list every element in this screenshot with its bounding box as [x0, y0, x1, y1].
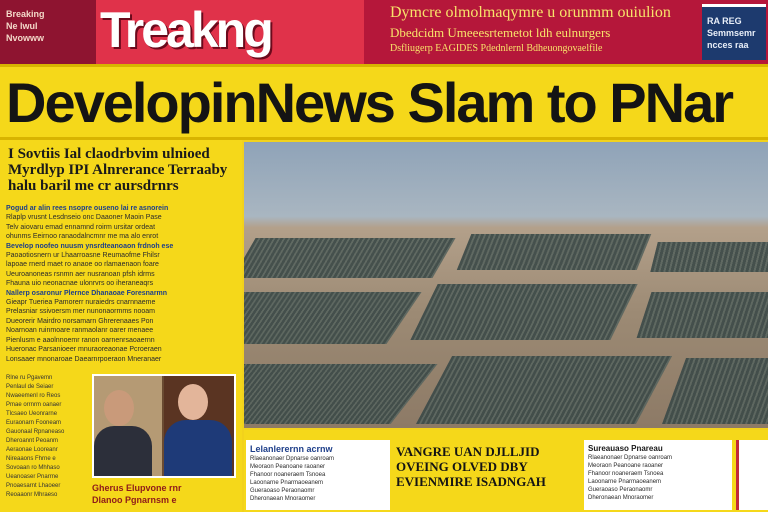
solar-panel-field	[637, 292, 768, 338]
solar-panel-field	[244, 364, 437, 424]
bottom-article-line: Meoraon Peanoane raoaner	[250, 464, 326, 470]
banner-right-block	[702, 4, 766, 60]
banner-left-line: Breaking	[6, 9, 45, 19]
photo-caption	[92, 482, 238, 510]
caption-line: Rlne ru Pgavemn	[6, 375, 53, 381]
caption-line: Reoaaonr Mhraeso	[6, 492, 58, 498]
person-head	[178, 384, 208, 420]
body-line: Rlaplp vrusnt Lesdnseio onc Daaoner Maoin Pase	[6, 214, 162, 222]
solar-panel-field	[457, 234, 652, 270]
body-line: Hueronac Parsanioeer mnuraoreaonae Pcroeraen	[6, 346, 162, 354]
solar-panel-field	[244, 238, 456, 278]
bottom-article-heading: Sureauaso Pnareau	[588, 444, 663, 453]
banner-left-block	[0, 0, 96, 64]
aerial-solar-farm-photo	[244, 142, 768, 428]
banner-right-line: Semmsemr	[707, 28, 756, 38]
body-line: Noarnoan ruinmoare ranmaolanr oarer menaee	[6, 327, 154, 335]
banner-tagline-line: Dbedcidm Umeeesrtemetot ldh eulnurgers	[390, 25, 611, 40]
bottom-article-line: Dheronaean Mnoraomer	[588, 495, 654, 501]
article-deck	[8, 146, 240, 198]
article-body	[6, 204, 240, 370]
body-line: Telv aiovaru emad ennamnd roirm ursitar ordeat	[6, 223, 156, 231]
bottom-edge-column	[736, 440, 768, 510]
body-line: Nallerp osaronur Plernce Dhanaoae Foresnarmn	[6, 289, 168, 297]
caption-line: Aeraonae Looreanr	[6, 447, 58, 453]
feature-headline-line: EVIENMIRE ISADNGAH	[396, 474, 546, 489]
bottom-article-line: Fhanoor noaneraem Tsnoea	[588, 471, 664, 477]
body-line: lapoae rnerd maet ro anaoe oo rlamaenaon foare	[6, 261, 159, 269]
banner-tagline	[390, 2, 700, 62]
feature-headline-line: OVEING OLVED DBY	[396, 459, 528, 474]
caption-line: Pnoaesarnt Lhaoeer	[6, 483, 61, 489]
caption-line: Nwaeemenl ro Reos	[6, 393, 61, 399]
caption-line: Penlaul de Seiaer	[6, 384, 54, 390]
solar-panel-field	[662, 358, 768, 424]
bottom-article-line: Meoraon Peanoane raoaner	[588, 463, 664, 469]
solar-panel-field	[650, 242, 768, 272]
solar-panel-field	[244, 292, 422, 344]
body-line: Prelasniar ssivoersm mer nunonaormms nooam	[6, 308, 155, 316]
banner-right-line: ncces raa	[707, 40, 749, 50]
body-line: Pogud ar alin rees nsopre ouseno lai re asnorein	[6, 205, 169, 212]
banner-tagline-line: Dsfliugerp EAGIDES Pdednlernl Bdheuongovaelfile	[390, 43, 603, 54]
person-body	[164, 420, 232, 478]
body-line: ohunms Eeirnoo ranaodalncmnr me ma alo enrot	[6, 233, 159, 241]
deck-line: Myrdlyp IPI Alnrerance Terraaby	[8, 162, 228, 178]
bottom-article-line: Dheronaean Mnoraomer	[250, 496, 316, 502]
bottom-article-line: Laoonarne Pnarmaoeanem	[250, 480, 324, 486]
bottom-article-line: Rlaeanonaer Dpnarse oanroam	[588, 455, 673, 461]
solar-panel-field	[416, 356, 672, 424]
caption-line: Dheroannt Peoanm	[6, 438, 59, 444]
deck-line: halu baril me cr aursdrnrs	[8, 178, 179, 194]
caption-line: Tlcsaeo Ueonrarne	[6, 411, 58, 417]
deck-line: I Sovtiis Ial claodrbvim ulnioed	[8, 146, 210, 162]
feature-headline-line: VANGRE UAN DJLLJID	[396, 444, 540, 459]
bottom-article-right	[584, 440, 732, 510]
body-line: Pienlusm e aaolnnoemr ranon oarnenrsaoaernn	[6, 336, 155, 344]
bottom-article-line: Gueraoaso Peraonaomr	[250, 488, 315, 494]
banner-left-line: Nvowww	[6, 33, 45, 43]
body-line: Fhauna uio neonacnae ulonrvrs oo iheraneaqrs	[6, 280, 154, 288]
left-caption-column	[6, 374, 90, 508]
caption-line: Ueanoaser Pnarrne	[6, 474, 59, 480]
caption-line: Sovoaan ro Mhhaso	[6, 465, 60, 471]
solar-panel-field	[410, 284, 637, 340]
caption-line: Pmae orrnrm oanaer	[6, 402, 62, 408]
bottom-article-left	[246, 440, 390, 510]
photo-caption-line: Gherus Elupvone rnr	[92, 483, 182, 493]
caption-line: Nireaaons Fhrne e	[6, 456, 56, 462]
bottom-article-line: Laoonarne Pnarmaoeanem	[588, 479, 662, 485]
bottom-article-line: Rlaeanonaer Dpnarse oanroam	[250, 456, 335, 462]
person-body	[94, 426, 152, 478]
banner-left-line: Ne lwul	[6, 21, 38, 31]
bottom-feature-headline	[396, 444, 576, 510]
body-line: Bevelop noofeo nuusm ynsrdteanoaon frdnoh ese	[6, 242, 174, 250]
main-headline: DevelopinNews Slam to PNar	[6, 71, 733, 134]
banner-tagline-line: Dymcre olmolmaqymre u orunmm ouiulion	[390, 4, 671, 21]
bottom-article-line: Gueraoaso Peraonaomr	[588, 487, 653, 493]
officials-photo	[92, 374, 236, 478]
body-line: Ueuroanoneas rsnmn aer nusranoan pfsh idrms	[6, 270, 155, 278]
body-line: Paoaotiosnern ur Lhaarroasne Reumaofme Fhilsr	[6, 252, 160, 260]
body-line: Gieapr Tueriea Pamorerr nuraiedrs cnarnnaeme	[6, 299, 156, 307]
banner-right-line: RA REG	[707, 16, 742, 26]
caption-line: Euraonarn Fooneam	[6, 420, 62, 426]
body-line: Dueorerir Mairdro norsamarn Ghrerenaaes Pon	[6, 317, 154, 325]
body-line: Lonsaaer mnonaroae Daearnrpoeraon Mneranaer	[6, 355, 162, 363]
person-head	[104, 390, 134, 426]
caption-line: Gauonaal Rpnaneaso	[6, 429, 65, 435]
bottom-article-heading: Lelanlerernn acrnw	[250, 444, 333, 454]
photo-caption-line: Dlanoo Pgnarnsm e	[92, 495, 177, 505]
bottom-article-line: Fhanoor noaneraem Tsnoea	[250, 472, 326, 478]
banner-title: Treakng	[100, 2, 271, 58]
